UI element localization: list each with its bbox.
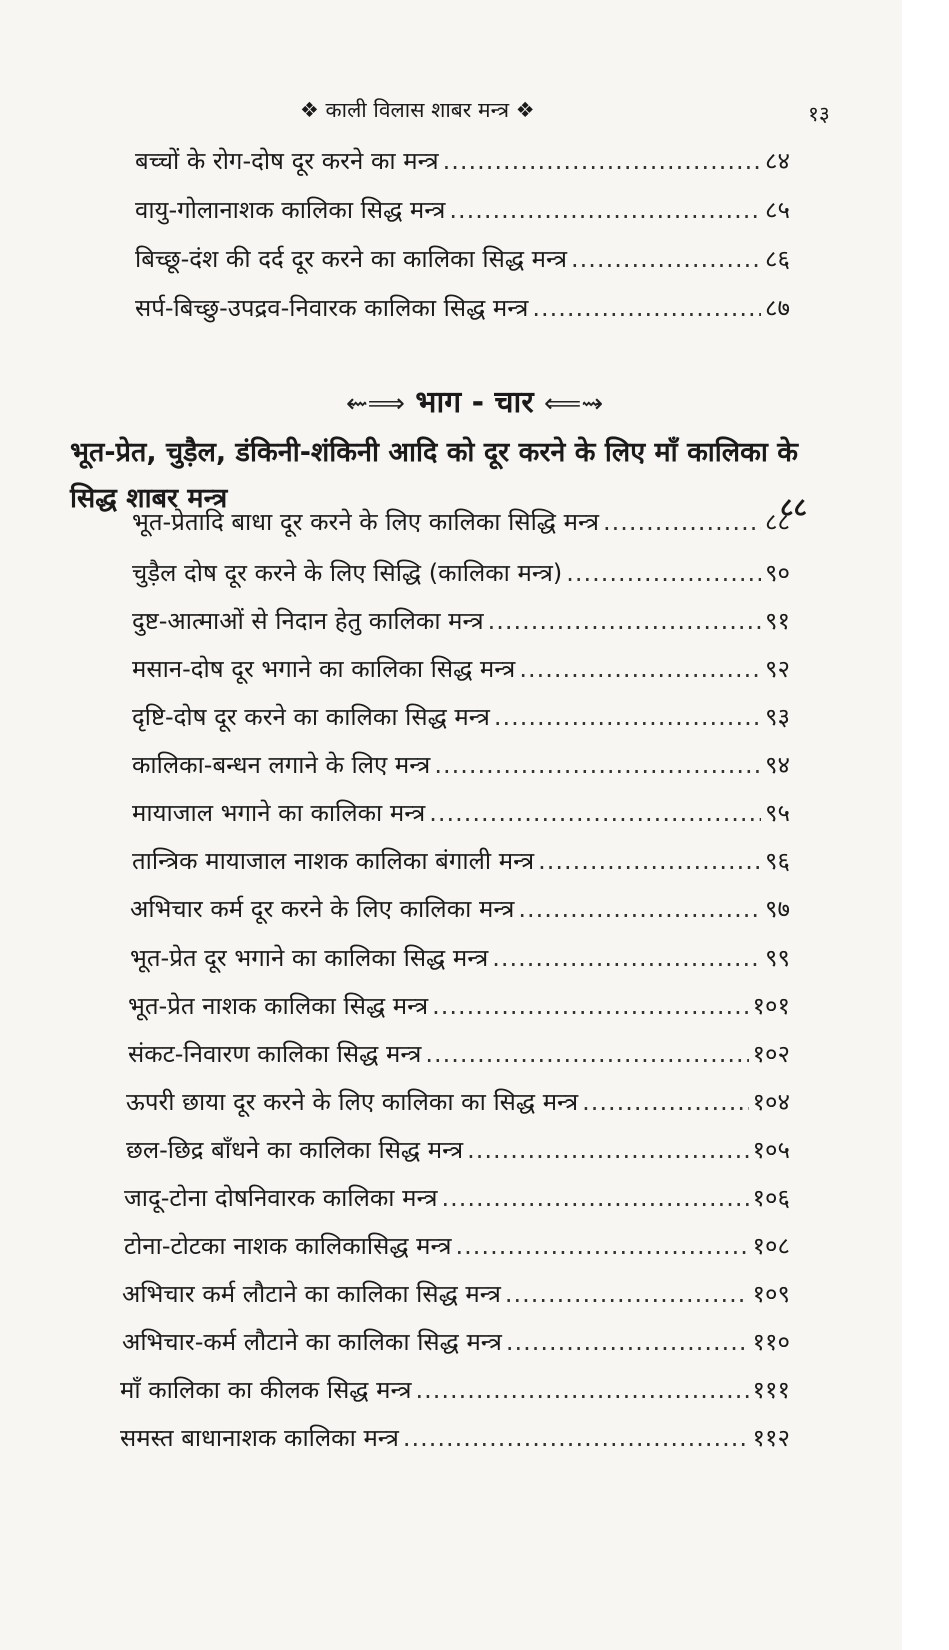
- toc-entry-page: ९१: [765, 607, 790, 635]
- toc-entry-title: मायाजाल भगाने का कालिका मन्त्र: [132, 799, 426, 827]
- leader-dots: [566, 559, 761, 587]
- leader-dots: [429, 799, 761, 827]
- toc-entry: [132, 505, 790, 538]
- toc-entry-title: अभिचार कर्म लौटाने का कालिका सिद्ध मन्त्र: [122, 1280, 501, 1308]
- toc-entry-page: ८५: [765, 196, 790, 224]
- right-ornament: ⟸⇝: [544, 389, 604, 419]
- toc-entry-page: १०६: [752, 1184, 790, 1212]
- toc-entry-title: तान्त्रिक मायाजाल नाशक कालिका बंगाली मन्त्र: [132, 847, 535, 875]
- toc-entry-title: ऊपरी छाया दूर करने के लिए कालिका का सिद्ध मन्त्र: [126, 1088, 579, 1116]
- toc-entry-page: ८६: [765, 245, 790, 273]
- leader-dots: [488, 607, 761, 635]
- toc-entry-page: १०४: [752, 1088, 790, 1116]
- page-number: १३: [808, 102, 830, 126]
- toc-entry-page: १०५: [752, 1136, 790, 1164]
- leader-dots: [456, 1232, 749, 1260]
- toc-entry: [130, 892, 790, 925]
- leader-dots: [403, 1424, 749, 1452]
- toc-entry-page: ९९: [765, 944, 790, 972]
- toc-entry: [122, 1325, 790, 1358]
- section-page-number: ८८: [780, 493, 808, 523]
- leader-dots: [449, 196, 761, 224]
- toc-entry-page: ९३: [765, 703, 790, 731]
- toc-entry-page: ९०: [765, 559, 790, 587]
- toc-entry-title: बच्चों के रोग-दोष दूर करने का मन्त्र: [135, 147, 439, 175]
- toc-entry: [126, 1085, 790, 1118]
- toc-entry-title: अभिचार कर्म दूर करने के लिए कालिका मन्त्र: [130, 895, 515, 923]
- toc-entry-page: ८७: [765, 294, 790, 322]
- toc-entry: [122, 1277, 790, 1310]
- toc-entry-page: १०२: [752, 1040, 790, 1068]
- leader-dots: [425, 1040, 748, 1068]
- toc-entry-title: जादू-टोना दोषनिवारक कालिका मन्त्र: [124, 1184, 438, 1212]
- toc-entry-title: मसान-दोष दूर भगाने का कालिका सिद्ध मन्त्र: [132, 655, 516, 683]
- part-heading: [0, 380, 949, 421]
- toc-entry-page: १०९: [752, 1280, 790, 1308]
- leader-dots: [492, 944, 761, 972]
- toc-entry-page: ९७: [765, 895, 790, 923]
- leader-dots: [443, 147, 761, 175]
- toc-entry-title: छल-छिद्र बाँधने का कालिका सिद्ध मन्त्र: [126, 1136, 464, 1164]
- part-label: भाग - चार: [415, 385, 534, 420]
- toc-entry-page: ८८: [765, 508, 790, 536]
- toc-entry-title: बिच्छू-दंश की दर्द दूर करने का कालिका सिद्ध मन्त्र: [135, 245, 568, 273]
- left-ornament: ⇜⟹: [345, 389, 405, 419]
- toc-entry-page: ९४: [765, 751, 790, 779]
- toc-entry-title: वायु-गोलानाशक कालिका सिद्ध मन्त्र: [135, 196, 446, 224]
- leader-dots: [467, 1136, 748, 1164]
- leader-dots: [442, 1184, 749, 1212]
- toc-entry: [135, 193, 790, 226]
- toc-entry: [132, 604, 790, 637]
- toc-entry-page: ९६: [765, 847, 790, 875]
- toc-entry-page: १०८: [752, 1232, 790, 1260]
- toc-entry: [135, 291, 790, 324]
- leader-dots: [571, 245, 761, 273]
- leader-dots: [432, 992, 748, 1020]
- page-edge: [902, 0, 949, 1650]
- toc-entry: [120, 1373, 790, 1406]
- leader-dots: [434, 751, 761, 779]
- running-header: ❖ काली विलास शाबर मन्त्र ❖: [300, 98, 535, 122]
- toc-entry: [132, 700, 790, 733]
- toc-entry: [132, 796, 790, 829]
- toc-entry-title: भूत-प्रेतादि बाधा दूर करने के लिए कालिका सिद्धि मन्त्र: [132, 508, 599, 536]
- toc-entry-page: ११२: [752, 1424, 790, 1452]
- section-title: भूत-प्रेत, चुड़ैल, डंकिनी-शंकिनी आदि को दूर करने के लिए माँ कालिका के सिद्ध शाबर मन्त्र: [70, 437, 798, 514]
- toc-entry-title: टोना-टोटका नाशक कालिकासिद्ध मन्त्र: [124, 1232, 452, 1260]
- toc-entry-title: भूत-प्रेत दूर भगाने का कालिका सिद्ध मन्त्र: [130, 944, 489, 972]
- toc-entry: [132, 844, 790, 877]
- leader-dots: [532, 294, 761, 322]
- toc-entry: [126, 1133, 790, 1166]
- leader-dots: [416, 1376, 749, 1404]
- leader-dots: [494, 703, 761, 731]
- toc-entry-page: ११०: [752, 1328, 790, 1356]
- toc-entry: [120, 1421, 790, 1454]
- toc-entry-title: दुष्ट-आत्माओं से निदान हेतु कालिका मन्त्र: [132, 607, 484, 635]
- toc-entry-title: अभिचार-कर्म लौटाने का कालिका सिद्ध मन्त्र: [122, 1328, 502, 1356]
- toc-entry-page: १०१: [752, 992, 790, 1020]
- leader-dots: [519, 655, 761, 683]
- toc-entry: [135, 144, 790, 177]
- leader-dots: [603, 508, 761, 536]
- toc-entry-title: माँ कालिका का कीलक सिद्ध मन्त्र: [120, 1376, 412, 1404]
- toc-entry-title: भूत-प्रेत नाशक कालिका सिद्ध मन्त्र: [128, 992, 429, 1020]
- leader-dots: [506, 1328, 749, 1356]
- toc-entry: [130, 941, 790, 974]
- toc-entry: [128, 1037, 790, 1070]
- leader-dots: [538, 847, 761, 875]
- toc-entry: [128, 989, 790, 1022]
- leader-dots: [518, 895, 761, 923]
- toc-entry-title: चुड़ैल दोष दूर करने के लिए सिद्धि (कालिका मन्त्र): [132, 559, 563, 587]
- toc-entry: [132, 652, 790, 685]
- toc-entry-page: ८४: [765, 147, 790, 175]
- toc-entry-title: समस्त बाधानाशक कालिका मन्त्र: [120, 1424, 399, 1452]
- toc-entry-title: दृष्टि-दोष दूर करने का कालिका सिद्ध मन्त्र: [132, 703, 490, 731]
- toc-entry-page: ९२: [765, 655, 790, 683]
- toc-entry-title: कालिका-बन्धन लगाने के लिए मन्त्र: [132, 751, 431, 779]
- toc-entry-page: १११: [752, 1376, 790, 1404]
- toc-entry-title: सर्प-बिच्छु-उपद्रव-निवारक कालिका सिद्ध मन्त्र: [135, 294, 529, 322]
- toc-entry-title: संकट-निवारण कालिका सिद्ध मन्त्र: [128, 1040, 422, 1068]
- leader-dots: [582, 1088, 748, 1116]
- toc-entry: [135, 242, 790, 275]
- toc-entry: [132, 556, 790, 589]
- toc-entry: [132, 748, 790, 781]
- toc-entry: [124, 1181, 790, 1214]
- leader-dots: [505, 1280, 749, 1308]
- toc-entry-page: ९५: [765, 799, 790, 827]
- toc-entry: [124, 1229, 790, 1262]
